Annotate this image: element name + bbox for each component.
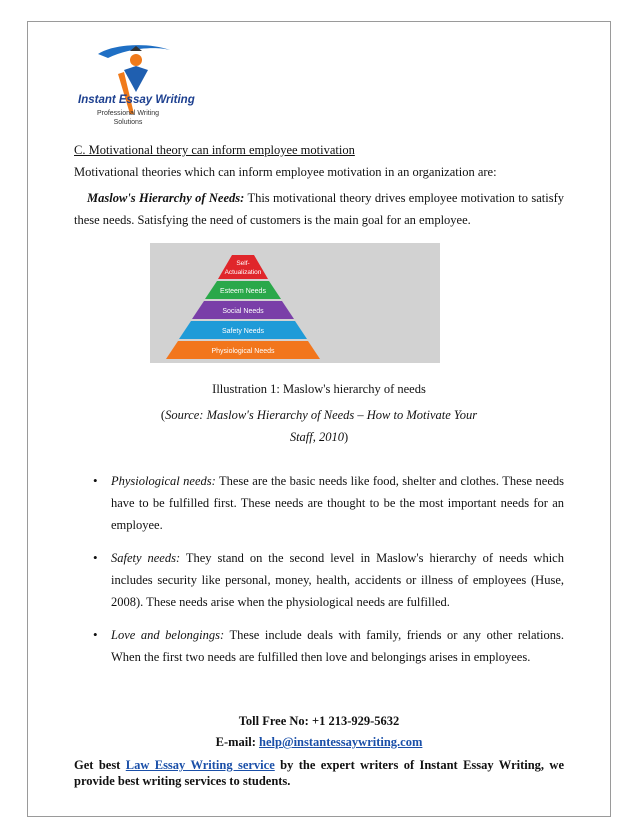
illustration-caption: Illustration 1: Maslow's hierarchy of needs — [212, 382, 426, 396]
illustration-source: (Source: Maslow's Hierarchy of Needs – How to Motivate Your Staff, 2010) — [160, 408, 478, 444]
pyramid-label-4: Safety Needs — [221, 328, 265, 335]
list-item: • Safety needs: They stand on the second level in Maslow's hierarchy of needs which includes security like personal, money, health, accidents or illness of employees (Huse, 2008). These needs arise when the physiological needs are fulfilled. — [74, 547, 564, 613]
pyramid-label-5: Physiological Needs — [211, 348, 275, 355]
promo-text: Get best Law Essay Writing service by the expert writers of Instant Essay Writing, we provide best writing services to students. — [74, 758, 565, 788]
maslow-paragraph — [74, 187, 564, 231]
pyramid-label-3: Social Needs — [222, 308, 264, 315]
pyramid-label-2: Esteem Needs — [220, 288, 266, 295]
section-heading: C. Motivational theory can inform employee motivation — [74, 143, 355, 157]
pyramid-label-1b: Actualization — [224, 269, 262, 276]
maslow-text: This motivational theory drives employee motivation to satisfy these needs. Satisfying the need of customers is the main goal for an employee. — [74, 191, 564, 227]
logo-name: Instant Essay Writing — [78, 94, 195, 106]
pyramid-label-1: Self- — [236, 260, 250, 267]
intro-text: Motivational theories which can inform employee motivation in an organization are: — [74, 165, 497, 179]
toll-free-number: Toll Free No: +1 213-929-5632 — [238, 714, 400, 728]
law-essay-link[interactable]: Law Essay Writing service — [125, 758, 275, 772]
maslow-term: Maslow's Hierarchy of Needs: — [87, 191, 245, 205]
list-item: • Love and belongings: These include deals with family, friends or any other relations. When the first two needs are fulfilled then love and belongings arises in employees. — [74, 624, 564, 668]
list-item: • Physiological needs: These are the basic needs like food, shelter and clothes. These needs have to be fulfilled first. These needs are thought to be the most important needs for an employee. — [74, 470, 564, 536]
maslow-pyramid — [150, 243, 440, 363]
needs-list — [74, 470, 564, 679]
email-line: E-mail: help@instantessaywriting.com — [215, 735, 423, 749]
email-link[interactable]: help@instantessaywriting.com — [259, 735, 423, 749]
logo-tagline: Professional Writing Solutions — [96, 110, 160, 126]
